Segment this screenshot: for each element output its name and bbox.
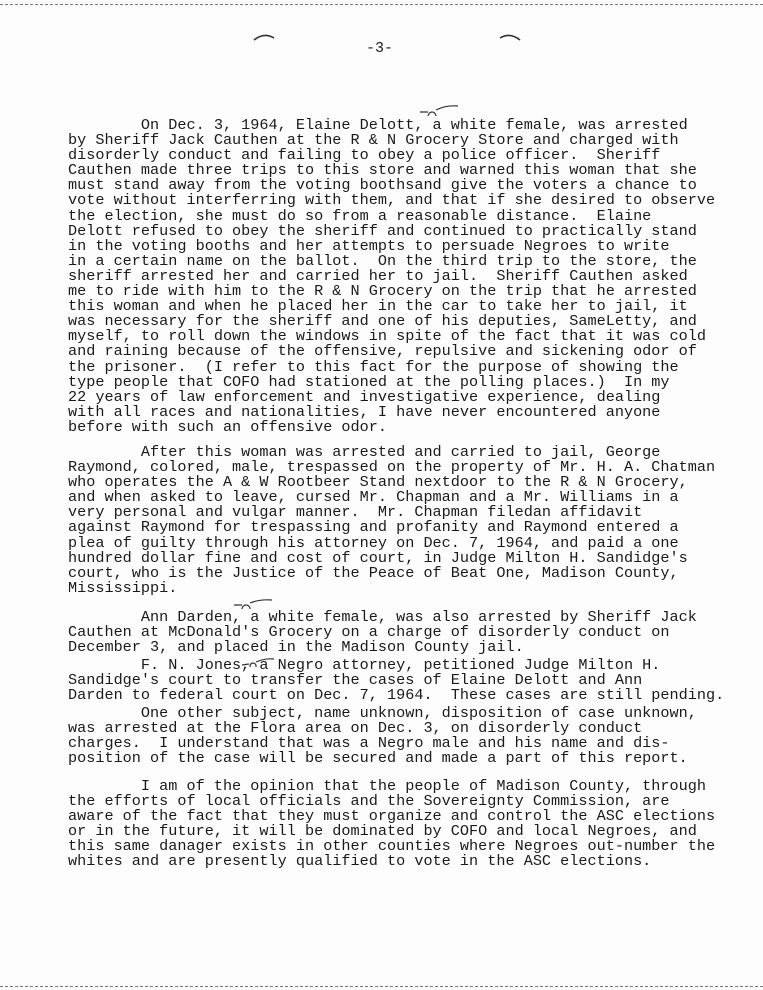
paragraph-opinion	[68, 779, 715, 870]
text-line: disorderly conduct and failing to obey a police officer. Sheriff	[68, 146, 661, 165]
text-line: whites and are presently qualified to vote in the ASC elections.	[68, 852, 652, 871]
text-line: Sandidge's court to transfer the cases of Elaine Delott and Ann	[68, 671, 643, 690]
text-line: One other subject, name unknown, disposition of case unknown,	[68, 704, 697, 722]
text-line: very personal and vulgar manner. Mr. Chapman filedan affidavit	[68, 503, 643, 522]
text-line: I am of the opinion that the people of Madison County, through	[68, 777, 706, 795]
text-line: myself, to roll down the windows in spite of the fact that it was cold	[68, 327, 706, 346]
text-line: was necessary for the sheriff and one of his deputies, SameLetty, and	[68, 312, 697, 331]
text-line: type people that COFO had stationed at the polling places.) In my	[68, 372, 670, 391]
text-line: Mississippi.	[68, 578, 178, 597]
text-line: On Dec. 3, 1964, Elaine Delott, a white female, was arrested	[68, 116, 688, 134]
punch-mark	[498, 32, 522, 42]
text-line: me to ride with him to the R & N Grocery on the trip that he arrested	[68, 282, 697, 301]
text-line: who operates the A & W Rootbeer Stand nextdoor to the R & N Grocery,	[68, 473, 688, 492]
text-line: position of the case will be secured and made a part of this report.	[68, 749, 688, 768]
paragraph-darden	[68, 610, 697, 655]
text-line: this woman and when he placed her in the car to take her to jail, it	[68, 297, 688, 316]
text-line: the efforts of local officials and the Sovereignty Commission, are	[68, 792, 670, 811]
text-line: Darden to federal court on Dec. 7, 1964. These cases are still pending.	[68, 686, 725, 705]
text-line: Cauthen made three trips to this store and warned this woman that she	[68, 161, 697, 180]
text-line: in the voting booths and her attempts to persuade Negroes to write	[68, 236, 670, 255]
text-line: 22 years of law enforcement and investigative experience, dealing	[68, 387, 661, 406]
text-line: December 3, and placed in the Madison County jail.	[68, 638, 524, 657]
text-line: charges. I understand that was a Negro male and his name and dis-	[68, 734, 670, 753]
text-line: sheriff arrested her and carried her to jail. Sheriff Cauthen asked	[68, 266, 688, 285]
text-line: Ann Darden, a white female, was also arrested by Sheriff Jack	[68, 608, 697, 626]
text-line: Cauthen at McDonald's Grocery on a charge of disorderly conduct on	[68, 623, 670, 642]
page-number: -3-	[366, 40, 394, 57]
text-line: was arrested at the Flora area on Dec. 3, on disorderly conduct	[68, 719, 643, 738]
text-line: Delott refused to obey the sheriff and continued to practically stand	[68, 221, 697, 240]
punch-mark	[252, 32, 276, 42]
text-line: this same danager exists in other counties where Negroes out-number the	[68, 837, 716, 856]
page-edge-bottom	[0, 986, 763, 987]
text-line: the election, she must do so from a reasonable distance. Elaine	[68, 206, 652, 225]
handwritten-mark	[418, 102, 460, 116]
paragraph-raymond	[68, 445, 715, 596]
text-line: Raymond, colored, male, trespassed on the property of Mr. H. A. Chatman	[68, 458, 716, 477]
text-line: or in the future, it will be dominated by COFO and local Negroes, and	[68, 822, 697, 841]
text-line: plea of guilty through his attorney on Dec. 7, 1964, and paid a one	[68, 533, 679, 552]
text-line: After this woman was arrested and carried to jail, George	[68, 443, 661, 461]
paragraph-jones	[68, 658, 724, 703]
page-edge-top	[0, 4, 763, 5]
paragraph-delott-arrest	[68, 118, 715, 435]
text-line: with all races and nationalities, I have never encountered anyone	[68, 402, 661, 421]
text-line: aware of the fact that they must organize and control the ASC elections	[68, 807, 716, 826]
text-line: and raining because of the offensive, repulsive and sickening odor of	[68, 342, 697, 361]
text-line: the prisoner. (I refer to this fact for the purpose of showing the	[68, 357, 679, 376]
text-line: before with such an offensive odor.	[68, 417, 387, 436]
text-line: hundred dollar fine and cost of court, in Judge Milton H. Sandidge's	[68, 548, 688, 567]
text-line: against Raymond for trespassing and profanity and Raymond entered a	[68, 518, 679, 537]
paragraph-unknown-subject	[68, 706, 697, 766]
text-line: court, who is the Justice of the Peace of Beat One, Madison County,	[68, 563, 679, 582]
text-line: vote without interferring with them, and that if she desired to observe	[68, 191, 716, 210]
text-line: and when asked to leave, cursed Mr. Chapman and a Mr. Williams in a	[68, 488, 679, 507]
text-line: F. N. Jones, a Negro attorney, petitioned Judge Milton H.	[68, 656, 661, 674]
text-line: in a certain name on the ballot. On the third trip to the store, the	[68, 251, 697, 270]
text-line: must stand away from the voting boothsand give the voters a chance to	[68, 176, 697, 195]
text-line: by Sheriff Jack Cauthen at the R & N Grocery Store and charged with	[68, 131, 679, 150]
